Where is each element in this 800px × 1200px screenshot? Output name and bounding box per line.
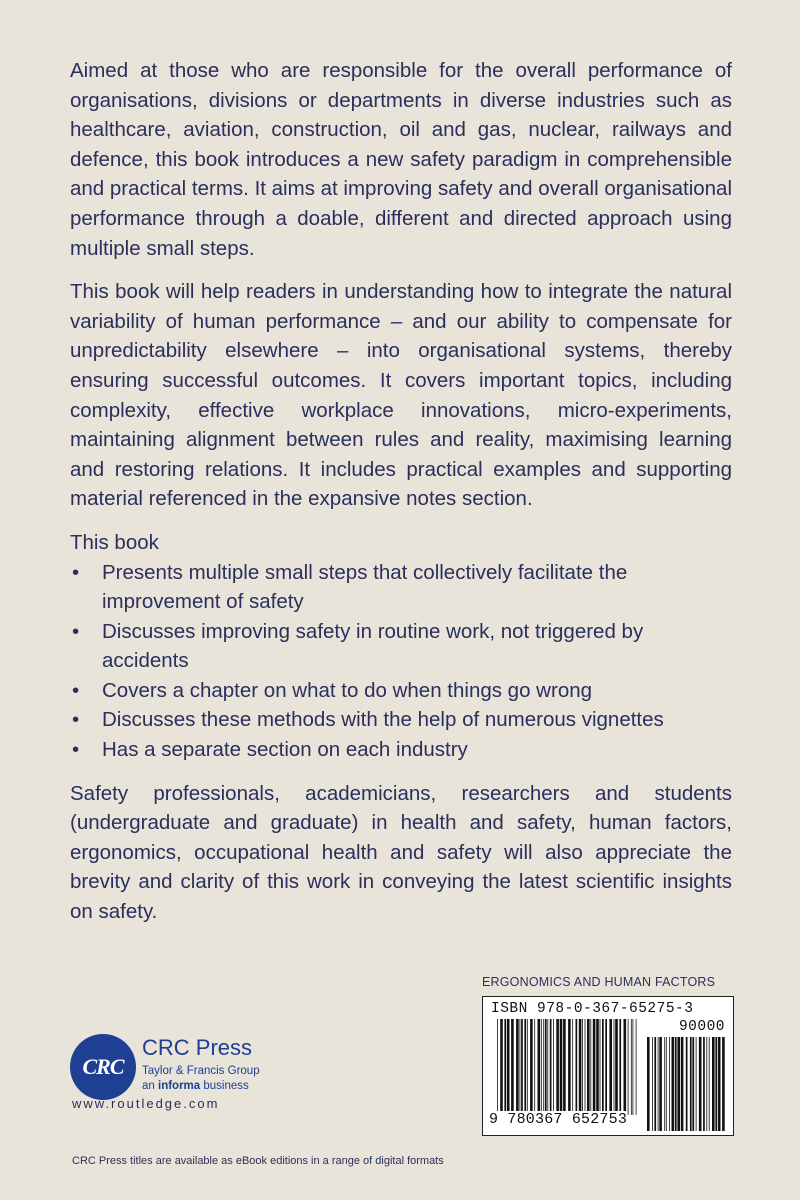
barcode-bar bbox=[706, 1037, 707, 1131]
barcode-bar bbox=[666, 1037, 667, 1131]
barcode-bar bbox=[672, 1037, 675, 1131]
barcode-bar bbox=[686, 1037, 688, 1131]
description-paragraph-1: Aimed at those who are responsible for the overall performance of organisations, divisions or departments in diverse industries such as healthcare, aviation, construction, oil and gas, nuclear, railways and defence, this book introduces a new safety paradigm in comprehensible and practical terms. It aims at improving safety and overall organisational performance through a doable, different and directed approach using multiple small steps. bbox=[70, 59, 733, 260]
addon-barcode-bars-icon bbox=[647, 1037, 725, 1131]
bullet-icon: • bbox=[72, 708, 80, 732]
audience-paragraph: Safety professionals, academicians, researchers and students (undergraduate and graduate) in health and safety, human factors, ergonomics, occupational health and safety will also appreciate the brevity and clarity of this work in conveying the latest scientific insights on safety. bbox=[70, 781, 732, 924]
barcode-bar bbox=[600, 1019, 601, 1115]
barcode-bar bbox=[696, 1037, 697, 1131]
barcode-bar bbox=[722, 1037, 725, 1131]
barcode-bar bbox=[692, 1037, 694, 1131]
barcode-bar bbox=[690, 1037, 692, 1131]
barcode-bar bbox=[658, 1037, 659, 1131]
list-intro: This book bbox=[70, 530, 159, 554]
barcode-bar bbox=[619, 1019, 621, 1115]
bullet-icon: • bbox=[72, 738, 80, 762]
barcode-bar bbox=[602, 1019, 604, 1115]
price-code: 90000 bbox=[678, 1019, 725, 1035]
barcode-bar bbox=[547, 1019, 548, 1115]
barcode-bars-icon bbox=[497, 1019, 637, 1115]
barcode-bar bbox=[652, 1037, 653, 1131]
list-item: • Presents multiple small steps that collectively facilitate the improvement of safety bbox=[70, 558, 732, 617]
barcode-bar bbox=[675, 1037, 677, 1131]
back-cover-text bbox=[70, 56, 732, 941]
barcode-bar bbox=[703, 1037, 705, 1131]
barcode-bar bbox=[712, 1037, 715, 1131]
barcode-bar bbox=[497, 1019, 498, 1115]
barcode-bar bbox=[664, 1037, 665, 1131]
barcode-bar bbox=[593, 1019, 596, 1115]
barcode-bar bbox=[624, 1019, 627, 1115]
barcode-bar bbox=[527, 1019, 528, 1115]
barcode-bar bbox=[511, 1019, 514, 1115]
barcode-bar bbox=[628, 1019, 629, 1115]
barcode-bar bbox=[654, 1037, 656, 1131]
barcode-bar bbox=[516, 1019, 519, 1115]
publisher-group: Taylor & Francis Group bbox=[142, 1065, 260, 1077]
barcode-bar bbox=[636, 1019, 637, 1115]
barcode-bar bbox=[563, 1019, 566, 1115]
barcode-bar bbox=[524, 1019, 526, 1115]
publisher-name: CRC Press bbox=[142, 1035, 253, 1060]
bullet-icon: • bbox=[72, 619, 80, 643]
barcode-bar bbox=[538, 1019, 541, 1115]
barcode-bar bbox=[572, 1019, 573, 1115]
list-item: • Discusses improving safety in routine work, not triggered by accidents bbox=[70, 617, 732, 676]
crc-logo-icon: CRC bbox=[70, 1034, 136, 1100]
barcode-bar bbox=[605, 1019, 607, 1115]
bullet-icon: • bbox=[72, 560, 80, 584]
series-label: ERGONOMICS AND HUMAN FACTORS bbox=[482, 975, 716, 989]
barcode-bar bbox=[582, 1019, 583, 1115]
isbn-text: ISBN 978-0-367-65275-3 bbox=[491, 1001, 694, 1017]
barcode-bar bbox=[609, 1019, 612, 1115]
barcode-bar bbox=[543, 1019, 544, 1115]
barcode-bar bbox=[669, 1037, 670, 1131]
barcode-bar bbox=[550, 1019, 552, 1115]
list-item: • Discusses these methods with the help of numerous vignettes bbox=[70, 705, 732, 735]
barcode-bar bbox=[659, 1037, 662, 1131]
list-item: • Covers a chapter on what to do when things go wrong bbox=[70, 676, 732, 706]
barcode-bar bbox=[534, 1019, 535, 1115]
barcode-bar bbox=[677, 1037, 680, 1131]
barcode-bar bbox=[500, 1019, 503, 1115]
feature-list bbox=[70, 558, 732, 765]
barcode-bar bbox=[631, 1019, 632, 1115]
barcode-bar bbox=[521, 1019, 523, 1115]
barcode-bar bbox=[576, 1019, 578, 1115]
barcode-bar bbox=[585, 1019, 586, 1115]
publisher-business: an informa business bbox=[142, 1080, 249, 1092]
barcode-bar bbox=[541, 1019, 542, 1115]
barcode-bar bbox=[579, 1019, 582, 1115]
barcode-bar bbox=[596, 1019, 599, 1115]
barcode-bar bbox=[590, 1019, 591, 1115]
barcode-bar bbox=[615, 1019, 618, 1115]
barcode-bar bbox=[568, 1019, 571, 1115]
barcode-bar bbox=[647, 1037, 650, 1131]
barcode-bar bbox=[520, 1019, 521, 1115]
barcode-bar bbox=[530, 1019, 533, 1115]
barcode-bar bbox=[545, 1019, 547, 1115]
barcode-bar bbox=[699, 1037, 702, 1131]
isbn-barcode bbox=[482, 996, 734, 1136]
ean-number: 9 780367 652753 bbox=[489, 1111, 628, 1128]
barcode-bar bbox=[633, 1019, 634, 1115]
barcode-bar bbox=[718, 1037, 721, 1131]
barcode-bar bbox=[614, 1019, 615, 1115]
barcode-bar bbox=[715, 1037, 717, 1131]
barcode-bar bbox=[709, 1037, 710, 1131]
description-paragraph-2: This book will help readers in understanding how to integrate the natural variability of human performance – and our ability to compensate for unpredictability elsewhere – into organisational systems, thereby ensuring successful outcomes. It covers important topics, including complexity, effective workplace innovations, micro-experiments, maintaining alignment between rules and reality, maximising learning and restoring relations. It includes practical examples and supporting material referenced in the expansive notes section. bbox=[70, 280, 732, 511]
barcode-bar bbox=[560, 1019, 563, 1115]
barcode-bar bbox=[507, 1019, 510, 1115]
barcode-bar bbox=[553, 1019, 554, 1115]
barcode-bar bbox=[504, 1019, 506, 1115]
barcode-bar bbox=[556, 1019, 559, 1115]
publisher-website: www.routledge.com bbox=[72, 1096, 220, 1111]
bullet-icon: • bbox=[72, 678, 80, 702]
ebook-footnote: CRC Press titles are available as eBook editions in a range of digital formats bbox=[72, 1155, 444, 1167]
barcode-bar bbox=[681, 1037, 684, 1131]
barcode-bar bbox=[587, 1019, 590, 1115]
list-item: • Has a separate section on each industry bbox=[70, 735, 732, 765]
